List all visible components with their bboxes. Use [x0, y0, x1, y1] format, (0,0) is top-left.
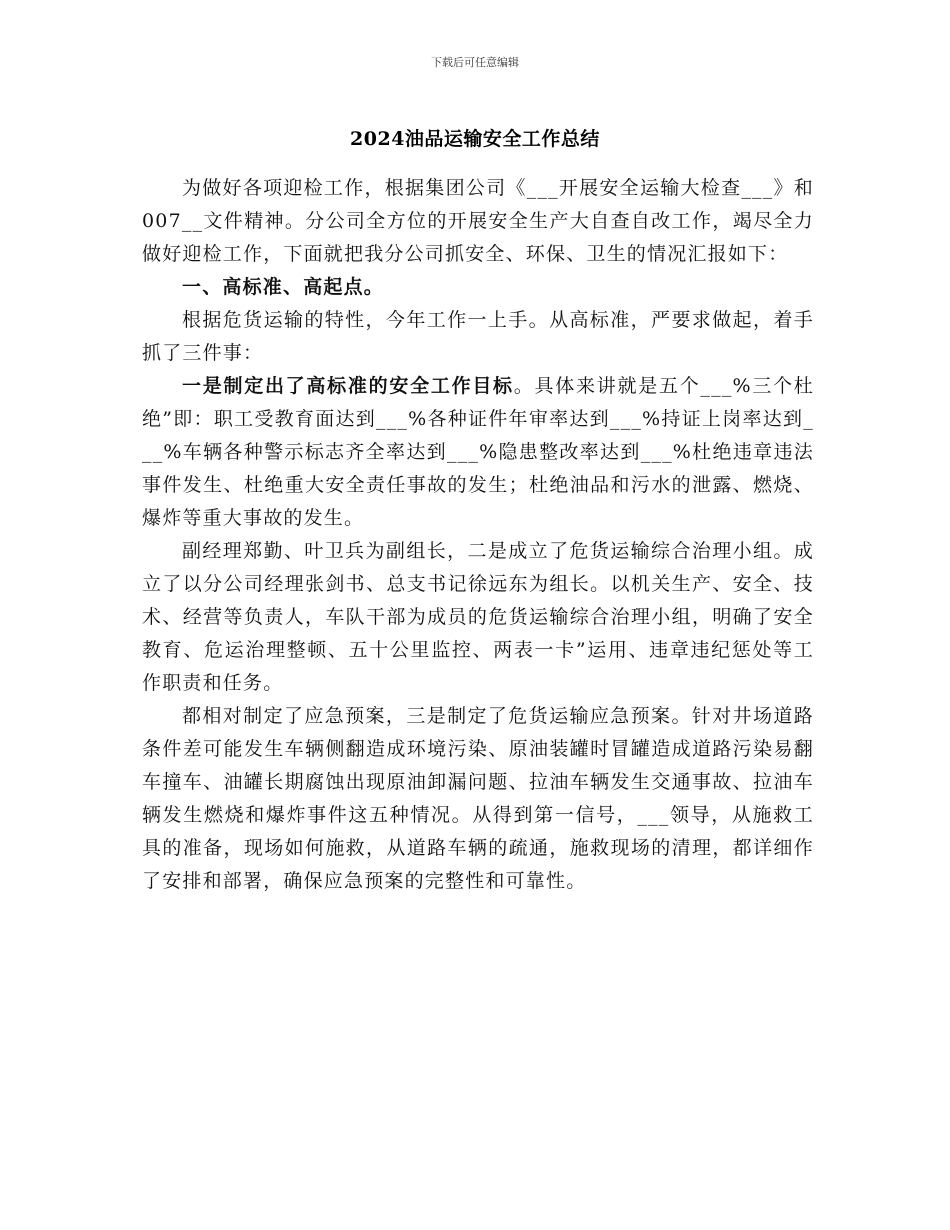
header-note: 下载后可任意编辑 [431, 56, 519, 69]
paragraph-intro: 为做好各项迎检工作，根据集团公司《___开展安全运输大检查___》和007__文件精神。分公司全方位的开展安全生产大自查自改工作，竭尽全力做好迎检工作，下面就把我分公司抓安全、环保、卫生的情况汇报如下： [142, 177, 814, 265]
paragraph-goals-body: 。具体来讲就是五个___%三个杜绝”即：职工受教育面达到___%各种证件年审率达到___%持证上岗率达到___%车辆各种警示标志齐全率达到___%隐患整改率达到___%杜绝违章违法事件发生、杜绝重大安全责任事故的发生；杜绝油品和污水的泄露、燃烧、爆炸等重大事故的发生。 [142, 375, 814, 529]
paragraph-overview: 根据危货运输的特性，今年工作一上手。从高标准，严要求做起，着手抓了三件事： [142, 309, 814, 364]
document-body [142, 172, 814, 898]
section-heading-1: 一、高标准、高起点。 [182, 276, 385, 298]
document-title: 2024油品运输安全工作总结 [350, 128, 600, 150]
paragraph-emergency-plan: 都相对制定了应急预案，三是制定了危货运输应急预案。针对井场道路条件差可能发生车辆侧翻造成环境污染、原油装罐时冒罐造成道路污染易翻车撞车、油罐长期腐蚀出现原油卸漏问题、拉油车辆发生交通事故、拉油车辆发生燃烧和爆炸事件这五种情况。从得到第一信号，___领导，从施救工具的准备，现场如何施救，从道路车辆的疏通，施救现场的清理，都详细作了安排和部署，确保应急预案的完整性和可靠性。 [142, 705, 814, 892]
paragraph-goals [142, 370, 814, 535]
paragraph-goals-lead: 一是制定出了高标准的安全工作目标 [182, 375, 514, 397]
paragraph-team: 副经理郑勤、叶卫兵为副组长，二是成立了危货运输综合治理小组。成立了以分公司经理张剑书、总支书记徐远东为组长。以机关生产、安全、技术、经营等负责人，车队干部为成员的危货运输综合治理小组，明确了安全教育、危运治理整顿、五十公里监控、两表一卡”运用、违章违纪惩处等工作职责和任务。 [142, 540, 814, 694]
